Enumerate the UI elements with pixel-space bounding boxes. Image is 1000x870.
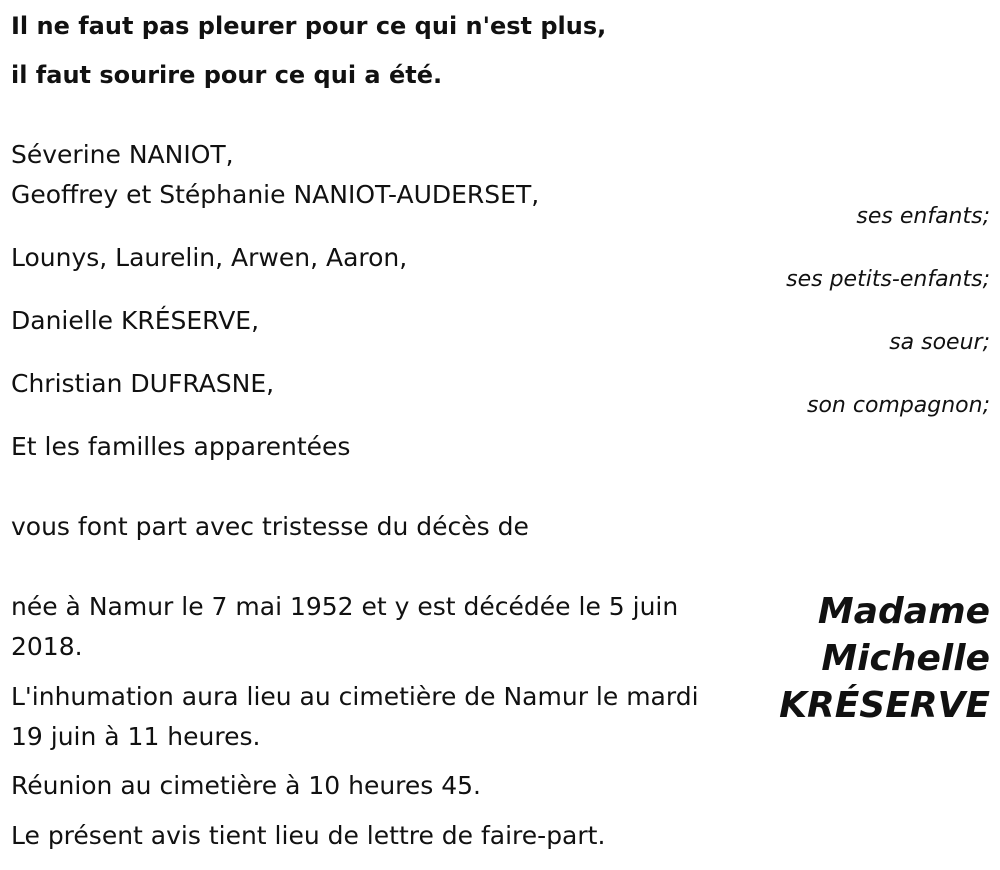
announcement-text: vous font part avec tristesse du décès de (11, 512, 529, 541)
family-sister: Danielle KRÉSERVE, (11, 306, 260, 335)
deceased-last-name: KRÉSERVE (779, 685, 990, 726)
quote-line-1: Il ne faut pas pleurer pour ce qui n'est plus, (11, 12, 607, 40)
notice-text: Le présent avis tient lieu de lettre de faire-part. (11, 821, 606, 850)
family-companion: Christian DUFRASNE, (11, 369, 275, 398)
family-relatives: Et les familles apparentées (11, 432, 351, 461)
family-grandchildren: Lounys, Laurelin, Arwen, Aaron, (11, 243, 408, 272)
deceased-first-name: Michelle (821, 638, 990, 679)
burial-details: L'inhumation aura lieu au cimetière de Namur le mardi 19 juin à 11 heures. (11, 682, 699, 751)
role-children: ses enfants; (856, 204, 990, 229)
meeting-details: Réunion au cimetière à 10 heures 45. (11, 771, 482, 800)
deceased-title: Madame (817, 591, 990, 632)
deceased-name (779, 588, 990, 729)
family-children-line-1: Séverine NANIOT, (11, 140, 234, 169)
birth-death-details: née à Namur le 7 mai 1952 et y est décédée le 5 juin 2018. (11, 592, 679, 661)
role-companion: son compagnon; (806, 393, 990, 418)
quote-line-2: il faut sourire pour ce qui a été. (11, 61, 443, 89)
role-sister: sa soeur; (889, 330, 990, 355)
family-children-line-2: Geoffrey et Stéphanie NANIOT-AUDERSET, (11, 180, 540, 209)
role-grandchildren: ses petits-enfants; (786, 267, 990, 292)
